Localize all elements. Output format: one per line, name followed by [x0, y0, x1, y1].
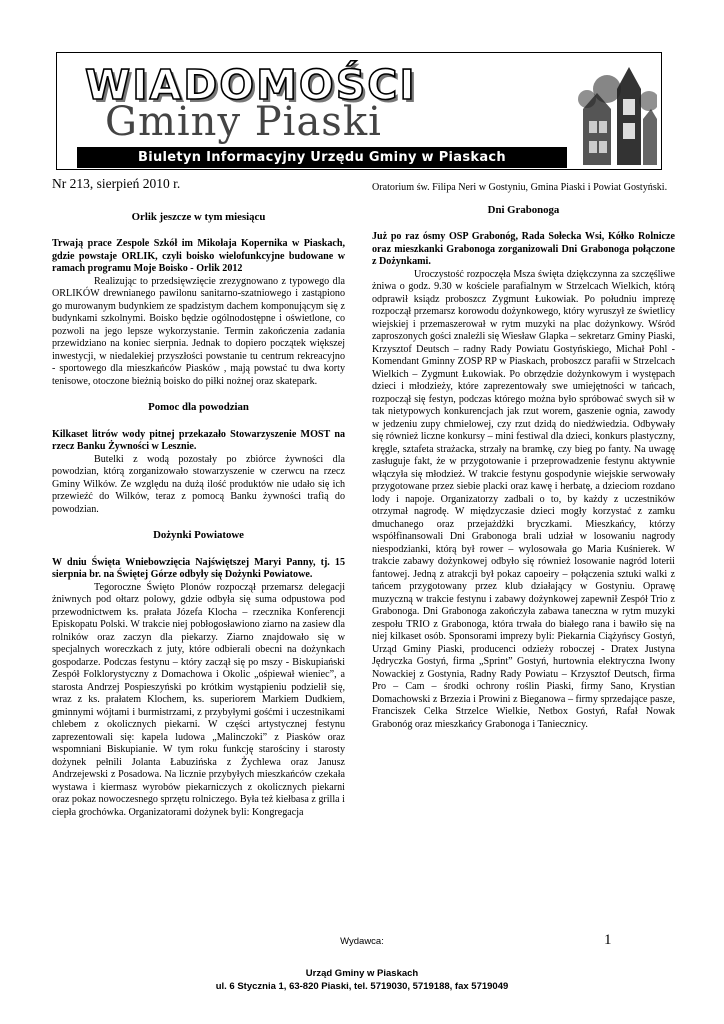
article-lead: Kilkaset litrów wody pitnej przekazało Stowarzyszenie MOST na rzecz Banku Żywności w Lesznie.: [52, 428, 345, 452]
article-dni-grabonoga: [372, 204, 675, 732]
publisher-label: Wydawca:: [340, 936, 384, 947]
publisher-address: ul. 6 Stycznia 1, 63-820 Piaski, tel. 5719030, 5719188, fax 5719049: [215, 981, 509, 992]
church-building-photo-icon: [577, 59, 657, 165]
page-number: 1: [604, 932, 612, 948]
article-dozynki-powiatowe: [52, 529, 345, 819]
article-heading: Pomoc dla powodzian: [148, 401, 249, 413]
masthead-subtitle: Gminy Piaski: [105, 99, 382, 145]
left-column: [52, 178, 345, 819]
article-body: Realizując to przedsięwzięcie zrezygnowano z typowego dla ORLIKÓW drewnianego pawilonu sanitarno-szatniowego i zastąpiono go murowanym budynkiem ze spadzistym dachem komponującym się z budynkami szkolnymi. Boisko będzie ogólnodostępne i oświetlone, co pozwoli na jego lepsze wykorzystanie. Termin zakończenia zadania przewidziano na koniec sierpnia. Jednak to dopiero początek większej inwestycji, w niedalekiej przyszłości powstanie tu centrum rekreacyjno - sportowego dla mieszkańców Piasków , mają powstać tu dwa korty tenisowe, otoczone bieżnią boisko do piłki nożnej oraz skatepark.: [52, 275, 345, 387]
article-lead: Już po raz ósmy OSP Grabonóg, Rada Sołecka Wsi, Kółko Rolnicze oraz mieszkanki Grabonoga zorganizowali Dni Grabonoga połączone z Dożynkami.: [372, 231, 675, 267]
article-lead: W dniu Święta Wniebowzięcia Najświętszej Maryi Panny, tj. 15 sierpnia br. na Świętej Górze odbyły się Dożynki Powiatowe.: [52, 556, 345, 580]
article-body: Butelki z wodą pozostały po zbiórce żywności dla powodzian, którą zorganizowało stowarzyszenie w czerwcu na rzecz Gminy Wilków. Ze względu na dużą ilość produktów nie udało się ich przewieźć do Wilków, teraz z pomocą Banku żywności trafią do powodzian.: [52, 453, 345, 515]
article-heading: Dożynki Powiatowe: [153, 529, 244, 541]
article-pomoc-dla-powodzian: [52, 401, 345, 516]
right-column: [372, 182, 675, 731]
masthead-title: WIADOMOŚCI: [85, 61, 417, 109]
masthead: [56, 52, 662, 170]
article-body: Uroczystość rozpoczęła Msza święta dziękczynna za szczęśliwe żniwa o godz. 9.30 w kościele parafialnym w Strzelcach Wielkich, którą odprawił ksiądz proboszcz Zygmunt Łukowiak. Po południu imprezę rozpoczął przemarsz korowodu dożynkowego, który wyruszył ze świetlicy wiejskiej i przemaszerował w rytm muzyki na plac dożynkowy. Wśród zaproszonych gości znaleźli się Wiesław Glapka – sekretarz Gminy Piaski, Krzysztof Deutsch – radny Rady Powiatu Gostyńskiego, Michał Pohl - Komendant Gminny ZOSP RP w Piaskach, proboszcz parafii w Strzelcach Wielkich – Zygmunt Łukowiak. Po obrzędzie dożynkowym i występach dzieci i młodzieży, które zaprezentowały swe umiejętności w tańcach, rozpoczął się festyn, podczas którego można było spróbować swych sił w tak nietypowych konkurencjach jak rzut worem, gaszenie ognia, zawody w jedzeniu zupy chmielowej, czy rzut dzidą do niedźwiedzia. Odbywały się również liczne konkursy – mini festiwal dla dzieci, konkurs plastyczny, kręgle, sztafeta strażacka, strzały na bramkę, czy bieg po fanty. Na uwagę zasługuje fakt, że w przygotowanie i przeprowadzenie festynu aktywnie włączyła się młodzież. W trakcie festynu gospodynie wiejskie serwowały przygotowane przez siebie placki oraz kawę i herbatę, a dzieciom rozdano lody i napoje. Organizatorzy zadbali o to, by każdy z uczestników otrzymał nagrodę. W międzyczasie dzieci mogły korzystać z zamku dmuchanego oraz przejażdżki bryczkami. Mieszkańcy, którzy współfinansowali Dni Grabonoga brali udział w losowaniu nagrody niespodzianki, którą był rower – wylosowała go Maria Kuśnierek. W trakcie zabawy dożynkowej odbyło się również losowanie nagród loterii fantowej. Jedną z atrakcji był pokaz capoeiry – połączenia sztuki walki z tańcem przygotowany przez klub działający w Gostyniu. Oprawę muzyczną w trakcie festynu i zabawy dożynkowej zapewnił Zespół Trio z Grabonoga. Dni Grabonoga zakończyła zabawa taneczna w rytm muzyki zespołu TRIO z Grabonoga, która trwała do białego rana i bawiło się na niej kilkaset osób. Sponsorami imprezy byli: Piekarnia Ciążyńscy Gostyń, Urząd Gminy Piaski, producenci odzieży roboczej - Dratex Justyna Jędryczka Gostyń, firma „Sprint” Gostyń, hurtownia elektryczna Iwony Nowackiej z Gostynia, Radny Rady Powiatu – Krzysztof Deutsch, firma Pro – Cam – środki ochrony roślin Piaski, firmy Sano, Krystian Domachowski z Brzezia i Prowini z Bieganowa – firmy sprzedające pasze, Franciszek Celka Strzelce Wielkie, Netbox Gostyń, Rafał Nowak Grabonóg oraz mieszkańcy Grabonoga i Taniecznicy.: [372, 268, 675, 730]
article-heading: Orlik jeszcze w tym miesiącu: [131, 210, 266, 223]
article-lead: Trwają prace Zespole Szkół im Mikołaja Kopernika w Piaskach, gdzie powstaje ORLIK, czyli boisko wielofunkcyjne budowane w ramach programu Moje Boisko - Orlik 2012: [52, 238, 345, 274]
article-continuation: Oratorium św. Filipa Neri w Gostyniu, Gmina Piaski i Powiat Gostyński.: [372, 182, 668, 193]
issue-number: Nr 213, sierpień 2010 r.: [52, 176, 181, 191]
article-orlik: [52, 211, 345, 389]
publisher-name: Urząd Gminy w Piaskach: [305, 968, 419, 979]
masthead-banner: Biuletyn Informacyjny Urzędu Gminy w Piaskach: [77, 147, 567, 168]
article-body: Tegoroczne Święto Plonów rozpoczął przemarsz delegacji żniwnych pod ołtarz polowy, gdzie odbyła się suma odpustowa pod przewodnictwem ks. prałata Józefa Klocha – rzecznika Konferencji Episkopatu Polski. W trakcie niej pobłogosławiono ziarno na zasiew dla rolników oraz zaczyn dla piekarzy. Ziarno znajdowało się w specjalnych woreczkach z juty, które odbierali obecni na dożynkach gospodarze. Podczas festynu – który zaczął się po mszy - Biskupiański Zespół Folklorystyczny z Domachowa i Okolic „ośpiewał wieniec”, a starosta Andrzej Pospieszyński po krótkim wystąpieniu podzielił się, wraz z ks. prałatem Klochem, ks. superiorem Markiem Dudkiem, gminnymi wójtami i burmistrzami, z przybyłymi gośćmi i uczestnikami chlebem z okolicznych piekarni. W części artystycznej festynu zaprezentowali się: kapela ludowa „Malinczoki” z Piasków oraz wspomniani Biskupianie. W tym roku funkcję starościny i starosty dożynek pełnili Jolanta Łabuzińska z Żychlewa oraz Janusz Andrzejewski z Posadowa. Na licznie przybyłych mieszkańców czekała wystawa i kiermasz wyrobów piekarniczych z okolicznych piekarni oraz pokaz nowoczesnego sprzętu rolniczego. Była też kiełbasa z grilla i ciepła grochówka. Organizatorami dożynek byli: Kongregacja: [52, 581, 345, 818]
article-heading: Dni Grabonoga: [487, 203, 560, 216]
